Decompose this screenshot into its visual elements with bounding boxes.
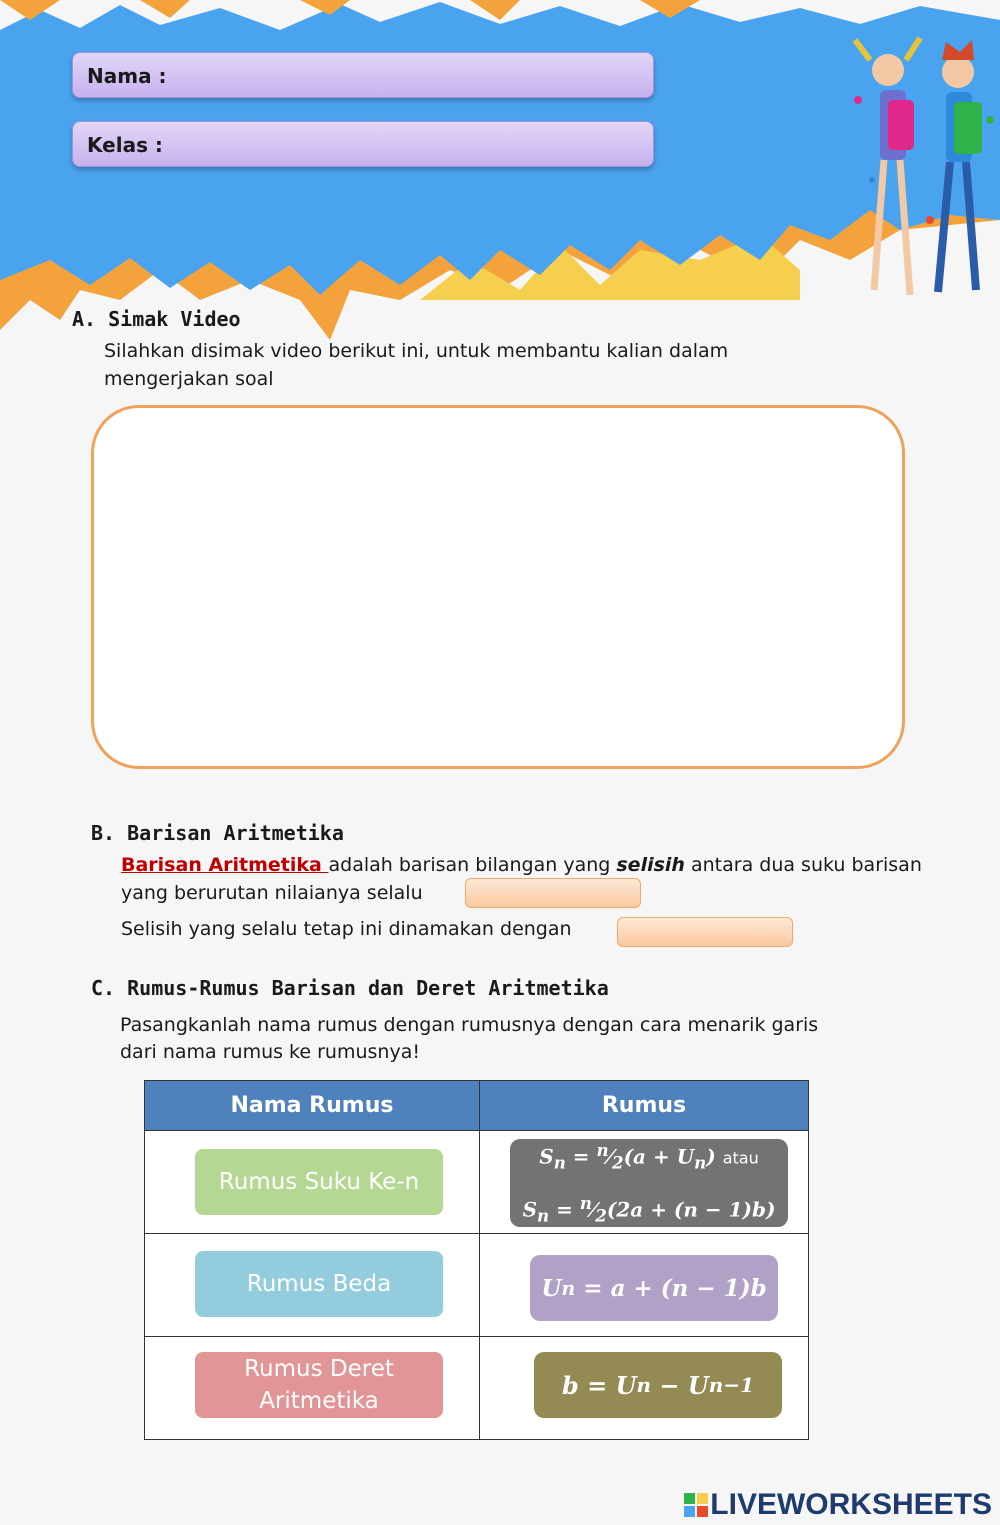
formula-suku-ke-n[interactable]: U n = a + (n − 1)b <box>530 1255 778 1321</box>
name-field[interactable]: Nama : <box>72 52 654 98</box>
formula-atau: atau <box>722 1149 759 1168</box>
formula-line-1: $S_n$ = $^n⁄_2(a + U_n)$ atau <box>539 1140 759 1173</box>
answer-input-1[interactable] <box>465 878 641 908</box>
name-suku-ke-n[interactable]: Rumus Suku Ke-n <box>195 1149 443 1215</box>
logo-text: LIVEWORKSHEETS <box>710 1488 992 1521</box>
liveworksheets-logo <box>684 1488 992 1522</box>
section-c-title: C. Rumus-Rumus Barisan dan Deret Aritmetika <box>91 976 609 1000</box>
section-c-line1: Pasangkanlah nama rumus dengan rumusnya dengan cara menarik garis <box>120 1014 819 1036</box>
section-a-text-line1: Silahkan disimak video berikut ini, untuk membantu kalian dalam <box>104 340 729 362</box>
matching-table <box>144 1080 809 1440</box>
term-barisan-aritmetika: Barisan Aritmetika <box>121 854 329 876</box>
section-a-text-line2: mengerjakan soal <box>104 368 274 390</box>
definition-text-2: antara dua suku barisan <box>684 854 922 876</box>
table-cell <box>480 1131 809 1234</box>
table-cell <box>480 1337 809 1440</box>
term-selisih: selisih <box>616 854 685 876</box>
formula-beda[interactable]: b = U n − U n−1 <box>534 1352 782 1418</box>
liveworksheets-icon <box>684 1493 708 1517</box>
section-b-definition <box>121 851 922 879</box>
section-c-line2: dari nama rumus ke rumusnya! <box>120 1041 420 1063</box>
table-cell <box>145 1337 480 1440</box>
table-cell <box>145 1234 480 1337</box>
definition-text-1: adalah barisan bilangan yang <box>328 854 617 876</box>
header-banner <box>0 0 1000 340</box>
formula-deret-sum[interactable] <box>510 1139 788 1227</box>
name-deret-aritmetika[interactable]: Rumus Deret Aritmetika <box>195 1352 443 1418</box>
formula-line-2: $S_n$ = $^n⁄_2(2a + (n - 1)b)$ <box>522 1193 776 1226</box>
section-a-title: A. Simak Video <box>72 307 241 331</box>
section-b-title: B. Barisan Aritmetika <box>91 821 344 845</box>
table-cell <box>480 1234 809 1337</box>
section-b-line3: Selisih yang selalu tetap ini dinamakan dengan <box>121 918 572 940</box>
col-header-nama-rumus: Nama Rumus <box>145 1081 480 1131</box>
col-header-rumus: Rumus <box>480 1081 809 1131</box>
answer-input-2[interactable] <box>617 917 793 947</box>
section-b-line2: yang berurutan nilaianya selalu <box>121 882 423 904</box>
class-field[interactable]: Kelas : <box>72 121 654 167</box>
name-beda[interactable]: Rumus Beda <box>195 1251 443 1317</box>
video-player[interactable] <box>91 405 905 769</box>
table-cell <box>145 1131 480 1234</box>
